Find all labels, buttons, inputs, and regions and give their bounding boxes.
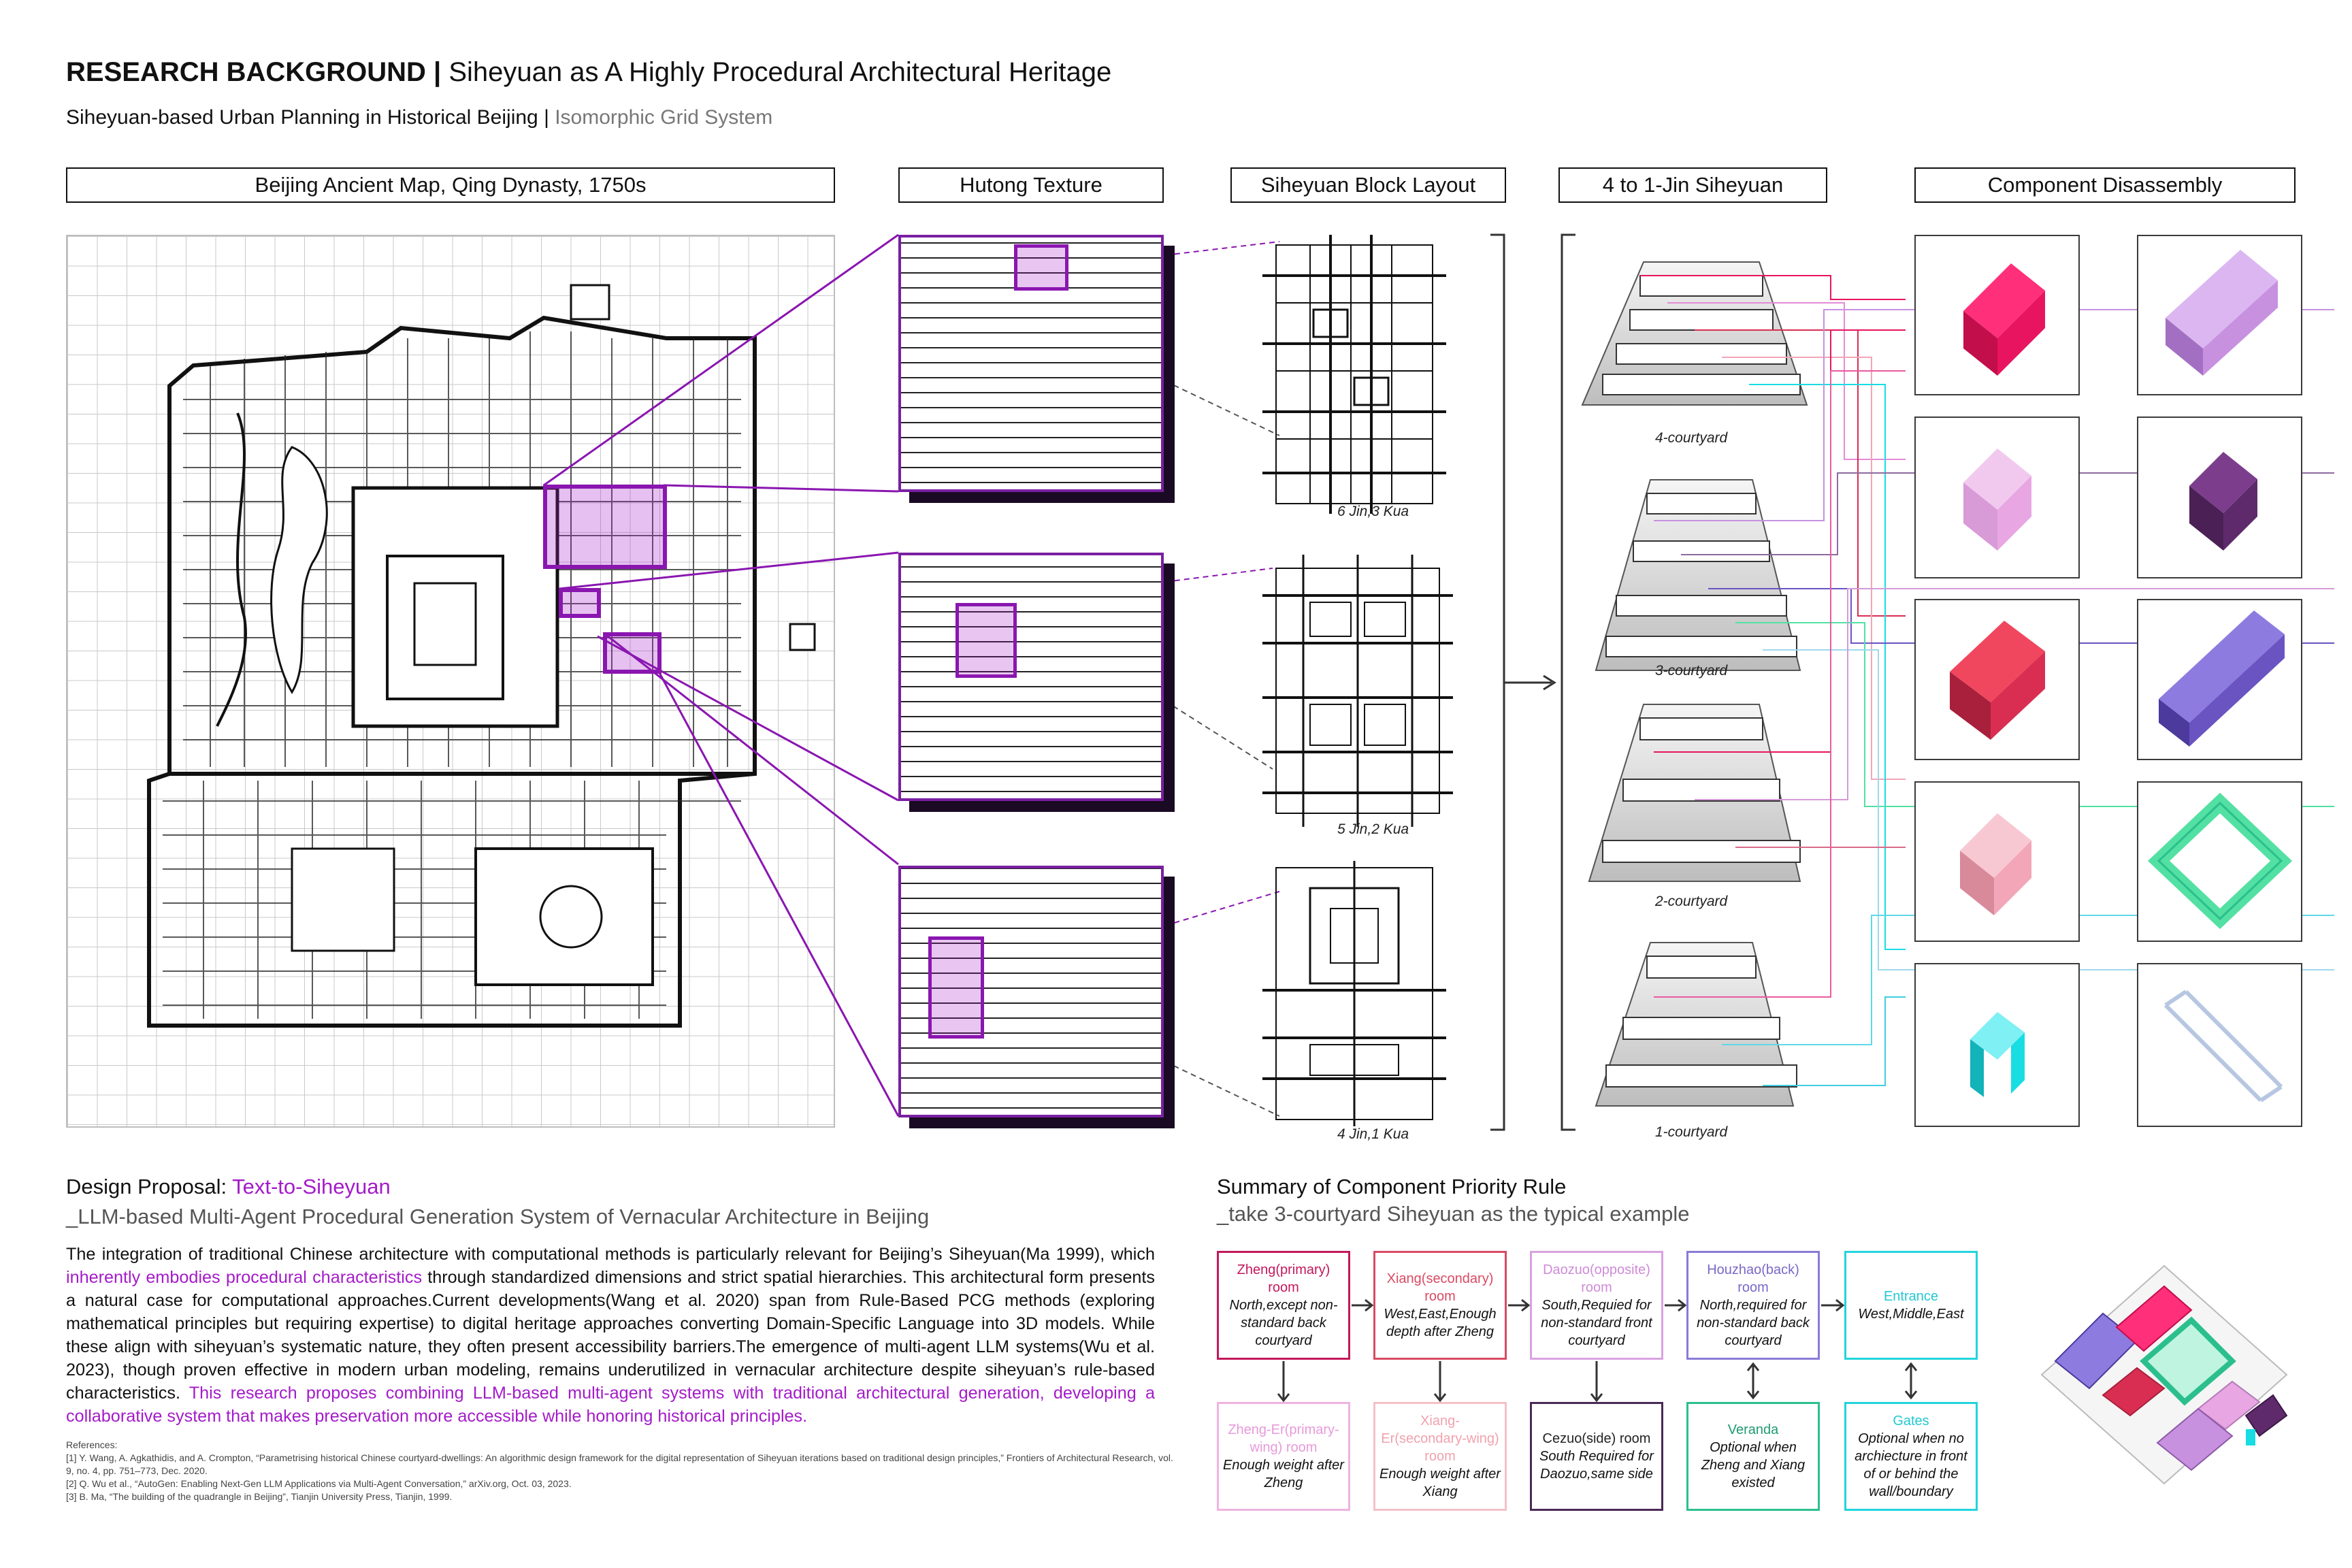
references (66, 1439, 1182, 1503)
subtitle-main: Siheyuan-based Urban Planning in Historical Beijing | (66, 106, 549, 129)
rule-gates-desc: Optional when no archiecture in front of or behind the wall/boundary (1855, 1431, 1967, 1499)
rule-xiang-er-title: Xiang-Er(secondary-wing) room (1381, 1414, 1499, 1464)
proposal-highlight-2: This research proposes combining LLM-based multi-agent systems with traditional architectural generation, developing a collaborative system that makes preservation more accessible while honoring historical principles. (66, 1384, 1155, 1426)
proposal-title (66, 1175, 391, 1199)
xiang-component-icon (1916, 418, 2078, 577)
hutong-highlight-3 (928, 936, 984, 1039)
rule-xiang-desc: West,East,Enough depth after Zheng (1384, 1307, 1497, 1339)
rule-zheng-er-title: Zheng-Er(primary-wing) room (1228, 1422, 1339, 1455)
title-rest: Siheyuan as A Highly Procedural Architectural Heritage (441, 57, 1112, 87)
section-header-block: Siheyuan Block Layout (1230, 167, 1506, 203)
rule-entrance-desc: West,Middle,East (1858, 1307, 1964, 1322)
rule-zheng-desc: North,except non-standard back courtyard (1229, 1298, 1338, 1348)
component-box-xiang-er (2137, 416, 2302, 578)
rule-daozuo-title: Daozuo(opposite) room (1543, 1262, 1650, 1295)
proposal-highlight-1: inherently embodies procedural characteristics (66, 1268, 423, 1287)
block-caption-3: 4 Jin,1 Kua (1337, 1126, 1409, 1142)
section-header-map: Beijing Ancient Map, Qing Dynasty, 1750s (66, 167, 835, 203)
hutong-texture-2 (898, 553, 1164, 801)
rule-arrows (1211, 1245, 1987, 1518)
rule-houzhao-title: Houzhao(back) room (1707, 1262, 1799, 1295)
proposal-text-2: through standardized dimensions and strict spatial hierarchies. This architectural form presents a natural case for computational approaches.Current developments(Wang et al. 2020) span from Rule-Based PCG methods (exploring mathematical principles but requiring expertise) to digital heritage approaches converting Domain-Specific Language into 3D models. While these align with siheyuan’s systematic nature, they often present accessibility barriers.The emergence of multi-agent LLM systems(Wu et al. 2023), though proven effective in modern urban modeling, remains underutilized in vernacular architecture despite siheyuan’s rule-based characteristics. (66, 1268, 1155, 1403)
rule-gates-title: Gates (1893, 1414, 1929, 1428)
houzhao-component-icon (2138, 600, 2301, 759)
rule-xiang-title: Xiang(secondary) room (1386, 1271, 1494, 1304)
rule-entrance-title: Entrance (1883, 1289, 1939, 1304)
rule-veranda-desc: Optional when Zheng and Xiang existed (1701, 1440, 1806, 1490)
daozuo-component-icon (1916, 600, 2078, 759)
subtitle-grey: Isomorphic Grid System (549, 106, 773, 129)
courtyard-caption-4: 4-courtyard (1655, 430, 1728, 446)
reference-1: [1] Y. Wang, A. Agkathidis, and A. Crompton, “Parametrising historical Chinese courtyard-dwellings: An algorithmic design framework for the digital representation of Siheyuan iterations based on traditional design principles,” Frontiers of Architectural Research, vol. 9, no. 4, pp. 751–773, Dec. 2020. (66, 1452, 1173, 1476)
proposal-body (66, 1243, 1155, 1428)
typical-siheyuan-axonometric (2028, 1239, 2314, 1524)
cezuo-component-icon (1916, 783, 2078, 941)
title-bold: RESEARCH BACKGROUND | (66, 57, 442, 87)
xiang-er-component-icon (2138, 418, 2301, 577)
zheng-er-component-icon (2138, 236, 2301, 394)
summary-subtitle: _take 3-courtyard Siheyuan as the typical example (1217, 1202, 1690, 1226)
hutong-texture-1 (898, 235, 1164, 492)
component-box-daozuo (1914, 599, 2080, 760)
gates-component-icon (2138, 964, 2301, 1126)
reference-2: [2] Q. Wu et al., “AutoGen: Enabling Next-Gen LLM Applications via Multi-Agent Conversation,” arXiv.org, Oct. 03, 2023. (66, 1478, 572, 1489)
component-box-houzhao (2137, 599, 2302, 760)
component-box-zheng (1914, 235, 2080, 395)
section-header-hutong: Hutong Texture (898, 167, 1164, 203)
hutong-highlight-1 (1014, 244, 1068, 291)
proposal-text-1: The integration of traditional Chinese architecture with computational methods is particularly relevant for Beijing’s Siheyuan(Ma 1999), which (66, 1245, 1155, 1264)
entrance-component-icon (1916, 964, 2078, 1126)
hutong-highlight-2 (956, 603, 1017, 678)
zheng-component-icon (1916, 236, 2078, 394)
component-box-xiang (1914, 416, 2080, 578)
section-header-components: Component Disassembly (1914, 167, 2296, 203)
section-header-jin: 4 to 1-Jin Siheyuan (1558, 167, 1827, 203)
proposal-label: Design Proposal: (66, 1175, 233, 1198)
rule-daozuo-desc: South,Requied for non-standard front courtyard (1541, 1298, 1652, 1348)
rule-cezuo-desc: South Required for Daozuo,same side (1539, 1449, 1654, 1482)
rule-zheng-title: Zheng(primary) room (1237, 1262, 1330, 1295)
component-box-entrance (1914, 963, 2080, 1127)
block-caption-2: 5 Jin,2 Kua (1337, 821, 1409, 837)
reference-3: [3] B. Ma, “The building of the quadrangle in Beijing”, Tianjin University Press, Tianjin, 1999. (66, 1491, 453, 1502)
rule-xiang-er-desc: Enough weight after Xiang (1379, 1467, 1501, 1499)
block-caption-1: 6 Jin,3 Kua (1337, 504, 1409, 519)
component-box-cezuo (1914, 781, 2080, 942)
rule-veranda-title: Veranda (1727, 1422, 1779, 1437)
component-box-zheng-er (2137, 235, 2302, 395)
component-box-gates (2137, 963, 2302, 1127)
veranda-component-icon (2138, 783, 2301, 941)
courtyard-caption-1: 1-courtyard (1655, 1124, 1728, 1140)
proposal-subtitle: _LLM-based Multi-Agent Procedural Generation System of Vernacular Architecture in Beijing (66, 1205, 930, 1228)
courtyard-caption-2: 2-courtyard (1655, 894, 1728, 909)
rule-houzhao-desc: North,required for non-standard back courtyard (1697, 1298, 1810, 1348)
block-layouts (1262, 235, 1467, 1133)
proposal-name: Text-to-Siheyuan (232, 1175, 391, 1198)
summary-title: Summary of Component Priority Rule (1217, 1175, 1567, 1198)
rule-cezuo-title: Cezuo(side) room (1542, 1431, 1651, 1446)
courtyard-caption-3: 3-courtyard (1655, 663, 1728, 679)
component-box-veranda (2137, 781, 2302, 942)
rule-zheng-er-desc: Enough weight after Zheng (1223, 1458, 1344, 1490)
references-heading: References: (66, 1439, 118, 1450)
hutong-texture-3 (898, 866, 1164, 1117)
